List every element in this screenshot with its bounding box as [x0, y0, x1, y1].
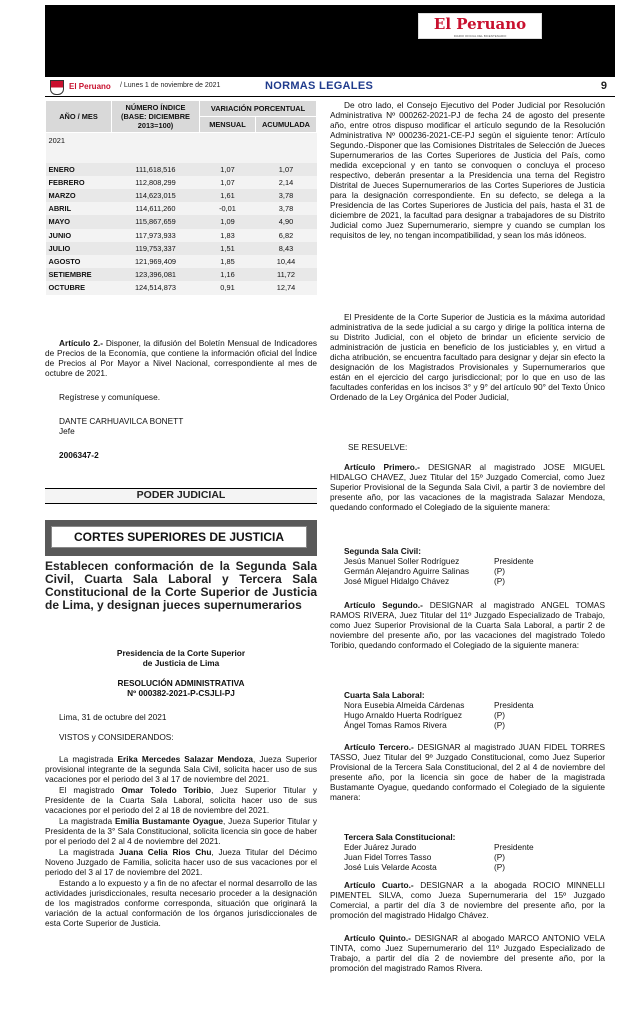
list-item — [344, 852, 604, 862]
poder-judicial-section-bar: PODER JUDICIAL — [45, 488, 317, 504]
monthly-cell: 0,91 — [220, 283, 235, 293]
list-item — [344, 556, 604, 566]
judge-role: (P) — [494, 576, 506, 586]
index-cell: 114,623,015 — [135, 190, 176, 200]
list-item — [344, 576, 604, 586]
se-resuelve-heading: SE RESUELVE: — [348, 442, 408, 452]
cortes-banner-label: CORTES SUPERIORES DE JUSTICIA — [51, 526, 307, 548]
document-number: 2006347-2 — [59, 450, 99, 460]
index-cell: 115,867,659 — [135, 217, 176, 227]
index-cell: 117,973,933 — [135, 230, 176, 240]
article-third: Artículo Tercero.- DESIGNAR al magistrado JUAN FIDEL TORRES TASSO, Juez Titular del 9º Juzgado Constitucional, como Juez Superior Provisional de la Tercera Sala Constitucional, del 2 al 4 de noviembre del presente año, por la licencia sin goce de haber de la magistrada Bustamante Oyague, quedando conformado el Colegiado de la siguiente manera: — [330, 742, 605, 802]
index-cell: 119,753,337 — [135, 243, 176, 253]
peru-shield-icon — [50, 80, 64, 95]
closing-line: Regístrese y comuníquese. — [59, 392, 160, 402]
considerandos-body — [45, 754, 317, 929]
month-cell: SETIEMBRE — [48, 270, 92, 280]
table-row — [46, 281, 317, 294]
judge-name: Ángel Tomas Ramos Rivera — [344, 720, 447, 730]
table-row — [46, 176, 317, 189]
col-header-monthly: MENSUAL — [200, 117, 256, 133]
left-column — [45, 100, 318, 928]
cortes-banner — [45, 520, 317, 556]
judge-name: José Luis Velarde Acosta — [344, 862, 437, 872]
list-item — [344, 566, 604, 576]
list-cuarta-sala-laboral — [344, 690, 604, 730]
col-header-accum: ACUMULADA — [256, 117, 317, 133]
article-2-text: Disponer, la difusión del Boletín Mensual de Indicadores de Precios de la Economía, que contiene la información oficial del Índice de Precios al Por Mayor a Nivel Nacional, correspondiente al mes de octubre de 2021. — [45, 338, 317, 378]
judge-role: Presidenta — [494, 700, 534, 710]
considerando-4: La magistrada Juana Celia Rios Chu, Jueza Titular del Décimo Noveno Juzgado de Familia, solicita hacer uso de sus vacaciones por el periodo del 3 al 17 de noviembre del 2021. — [45, 847, 317, 877]
accum-cell: 6,82 — [278, 230, 294, 240]
judge-role: (P) — [494, 720, 506, 730]
masthead-band — [45, 5, 615, 77]
index-cell: 121,969,409 — [134, 256, 177, 266]
price-index-table — [45, 100, 317, 295]
list-item — [344, 862, 604, 872]
header-date: / Lunes 1 de noviembre de 2021 — [120, 82, 221, 89]
table-row — [46, 229, 317, 242]
index-cell: 111,618,516 — [135, 164, 176, 174]
el-peruano-logo — [418, 13, 542, 39]
signer-name: DANTE CARHUAVILCA BONETT — [59, 416, 184, 426]
monthly-cell: 1,61 — [220, 190, 235, 200]
col-header-index: NÚMERO ÍNDICE (BASE: DICIEMBRE 2013=100) — [112, 101, 200, 133]
considerando-1: La magistrada Erika Mercedes Salazar Mendoza, Jueza Superior provisional integrante de la segunda Sala Civil, solicita hacer uso de sus vacaciones por el periodo del 3 al 17 de noviembre del 2021. — [45, 754, 317, 784]
right-paragraph-2: El Presidente de la Corte Superior de Justicia es la máxima autoridad administrativa de la sede judicial a su cargo y dirige la política interna de su Distrito Judicial, con el objeto de brindar un eficiente servicio de administración de justicia en beneficio de los justiciables y, en virtud a dicha atribución, se encuentra facultado para designar y dejar sin efecto la designación de los Magistrados Provisionales y Supernumerarios que están en el ejercicio del cargo jurisdiccional; por lo que en uso de las facultades conferidas en los incisos 3° y 9° del artículo 90° del Texto Único Ordenado de la Ley Orgánica del Poder Judicial, — [330, 312, 605, 402]
list-heading: Segunda Sala Civil: — [344, 546, 421, 556]
issuer-line-1: Presidencia de la Corte Superior — [116, 648, 246, 658]
judge-role: (P) — [494, 710, 506, 720]
table-row — [46, 215, 317, 228]
resolution-title: Establecen conformación de la Segunda Sala Civil, Cuarta Sala Laboral y Tercera Sala Constitucional de la Corte Superior de Justicia de Lima, y designan jueces supernumerarios — [45, 559, 317, 612]
monthly-cell: 1,51 — [220, 243, 235, 253]
accum-cell: 2,14 — [278, 177, 294, 187]
table-row — [46, 255, 317, 268]
month-cell: MAYO — [48, 217, 70, 227]
judge-name: Juan Fidel Torres Tasso — [344, 852, 432, 862]
month-cell: ABRIL — [48, 204, 72, 214]
monthly-cell: 1,85 — [220, 256, 235, 266]
resolution-issuer — [45, 648, 317, 668]
accum-cell: 3,78 — [278, 204, 294, 214]
col-header-variation: VARIACIÓN PORCENTUAL — [200, 101, 317, 117]
article-second: Artículo Segundo.- DESIGNAR al magistrado ANGEL TOMAS RAMOS RIVERA, Juez Titular del 11º Juzgado Especializado de Trabajo, como Juez Superior Provisional de la Cuarta Sala Laboral, a partir 2 de noviembre del presente año, por las vacaciones del magistrado Toledo Toribio, quedando conformado el Colegiado de la siguiente manera: — [330, 600, 605, 650]
list-heading: Tercera Sala Constitucional: — [344, 832, 456, 842]
considerando-2: El magistrado Omar Toledo Toribio, Juez Superior Titular y Presidente de la Cuarta Sala Laboral, solicita hacer uso de sus vacaciones por el periodo del 2 al 18 de noviembre del 2021. — [45, 785, 318, 815]
judge-role: Presidente — [494, 556, 534, 566]
monthly-cell: 1,09 — [220, 217, 235, 227]
signer-role: Jefe — [59, 426, 75, 436]
page-header — [45, 79, 615, 97]
accum-cell: 10,44 — [276, 256, 296, 266]
considerando-3: La magistrada Emilia Bustamante Oyague, Jueza Superior Titular y Presidenta de la 3° Sala Constitucional, solicita licencia sin goce de haber por el periodo del 2 al 4 de noviembre del 2021. — [45, 816, 317, 846]
signature-block — [59, 416, 183, 436]
monthly-cell: 1,07 — [220, 164, 235, 174]
accum-cell: 8,43 — [278, 243, 294, 253]
index-cell: 114,611,260 — [135, 204, 176, 214]
page-number: 9 — [600, 80, 607, 92]
monthly-cell: 1,16 — [220, 270, 235, 280]
considerando-5: Estando a lo expuesto y a fin de no afectar el normal desarrollo de las actividades jurisdiccionales, resulta necesario proceder a la designación de los magistrados conforme corresponda, situación que originará la variación de la actual conformación de los órganos jurisdiccionales de esta Corte Superior de Justicia. — [45, 878, 317, 928]
month-cell: AGOSTO — [48, 256, 81, 266]
judge-role: Presidente — [494, 842, 534, 852]
index-cell: 123,396,081 — [134, 270, 177, 280]
header-section: NORMAS LEGALES — [265, 80, 374, 92]
article-2-paragraph — [45, 338, 317, 378]
list-item — [344, 710, 604, 720]
monthly-cell: 1,83 — [220, 230, 235, 240]
accum-cell: 4,90 — [278, 217, 294, 227]
list-item — [344, 842, 604, 852]
judge-name: José Miguel Hidalgo Chávez — [344, 576, 450, 586]
list-tercera-sala-constitucional — [344, 832, 604, 872]
table-year: 2021 — [48, 136, 65, 145]
table-year-row — [46, 133, 317, 163]
month-cell: OCTUBRE — [48, 283, 86, 293]
article-first: Artículo Primero.- DESIGNAR al magistrado JOSE MIGUEL HIDALGO CHAVEZ, Juez Titular del 15º Juzgado Comercial, como Juez Superior Provisional de la Segunda Sala Civil, a partir 3 de noviembre del presente año, por las vacaciones de la magistrada Salazar Mendoza, quedando conformado el Colegiado de la siguiente manera: — [330, 462, 605, 512]
month-cell: JULIO — [48, 243, 71, 253]
monthly-cell: 1,07 — [220, 177, 235, 187]
judge-role: (P) — [494, 566, 506, 576]
judge-name: Nora Eusebia Almeida Cárdenas — [344, 700, 465, 710]
month-cell: FEBRERO — [48, 177, 85, 187]
list-item — [344, 700, 604, 710]
table-row — [46, 242, 317, 255]
judge-name: Jesús Manuel Soller Rodríguez — [344, 556, 460, 566]
judge-role: (P) — [494, 852, 506, 862]
monthly-cell: -0,01 — [219, 204, 236, 214]
accum-cell: 3,78 — [278, 190, 294, 200]
month-cell: ENERO — [48, 164, 75, 174]
table-row — [46, 202, 317, 215]
index-cell: 112,808,299 — [135, 177, 176, 187]
resolution-type: RESOLUCIÓN ADMINISTRATIVA — [117, 678, 245, 688]
judge-name: Germán Alejandro Aguirre Salinas — [344, 566, 469, 576]
accum-cell: 11,72 — [277, 270, 295, 280]
accum-cell: 12,74 — [276, 283, 296, 293]
col-header-month: AÑO / MES — [46, 101, 112, 133]
logo-subtitle: DIARIO OFICIAL DEL BICENTENARIO — [453, 34, 507, 38]
vistos-heading: VISTOS y CONSIDERANDOS: — [59, 732, 174, 742]
article-fourth: Artículo Cuarto.- DESIGNAR a la abogada ROCIO MINNELLI PIMENTEL SILVA, como Jueza Supernumeraria del 15º Juzgado Comercial, a partir del día 3 de noviembre del presente año, por la promoción del magistrado Hidalgo Chávez. — [330, 880, 605, 920]
judge-role: (P) — [494, 862, 506, 872]
list-segunda-sala-civil — [344, 546, 604, 586]
place-date: Lima, 31 de octubre del 2021 — [59, 712, 167, 722]
resolution-number — [45, 678, 317, 698]
resolution-code: Nº 000382-2021-P-CSJLI-PJ — [127, 688, 235, 698]
month-cell: MARZO — [48, 190, 76, 200]
header-paper-name: El Peruano — [69, 82, 111, 91]
judge-name: Hugo Arnaldo Huerta Rodríguez — [344, 710, 463, 720]
table-row — [46, 268, 317, 281]
table-row — [46, 163, 317, 176]
list-heading: Cuarta Sala Laboral: — [344, 690, 425, 700]
judge-name: Eder Juárez Jurado — [344, 842, 417, 852]
list-item — [344, 720, 604, 730]
index-cell: 124,514,873 — [134, 283, 177, 293]
article-2-label: Artículo 2.- — [59, 338, 103, 348]
issuer-line-2: de Justicia de Lima — [142, 658, 220, 668]
right-paragraph-1: De otro lado, el Consejo Ejecutivo del Poder Judicial por Resolución Administrativa Nº 000262-2021-PJ de fecha 24 de agosto del presente año, entre otros dispuso modificar el artículo segundo de la Resolución Administrativa Nº 000236-2021-CE-PJ según el siguiente tenor: Artículo Segundo.-Disponer que las Comisiones Distritales de Selección de Jueces Supernumerarios de las Cortes Superiores de Justicia del País, como medida excepcional y en tanto se convoquen o concluya el proceso respectivo, deberán presentar a la Presidencia una terna del Registro Distrital de Jueces Supernumerarios de las Cortes Superiores de Justicia para la designación correspondiente. En su defecto, se delega a la Presidencia de las Cortes Superiores de Justicia del país, hasta el 31 de diciembre de 2021, la facultad para designar a trabajadores de su Distrito Judicial como Juez Supernumerario, siempre y cuando se cumplan los requisitos de ley, no tengan incompatibilidad, y sean los más idóneos. — [330, 100, 605, 240]
table-row — [46, 189, 317, 202]
article-fifth: Artículo Quinto.- DESIGNAR al abogado MARCO ANTONIO VELA TINTA, como Juez Supernumerario del 11º Juzgado Especializado de Trabajo, a partir del día 2 de noviembre del presente año, por la promoción del magistrado Ramos Rivera. — [330, 933, 605, 973]
month-cell: JUNIO — [48, 230, 72, 240]
logo-text: El Peruano — [433, 15, 527, 33]
accum-cell: 1,07 — [278, 164, 294, 174]
